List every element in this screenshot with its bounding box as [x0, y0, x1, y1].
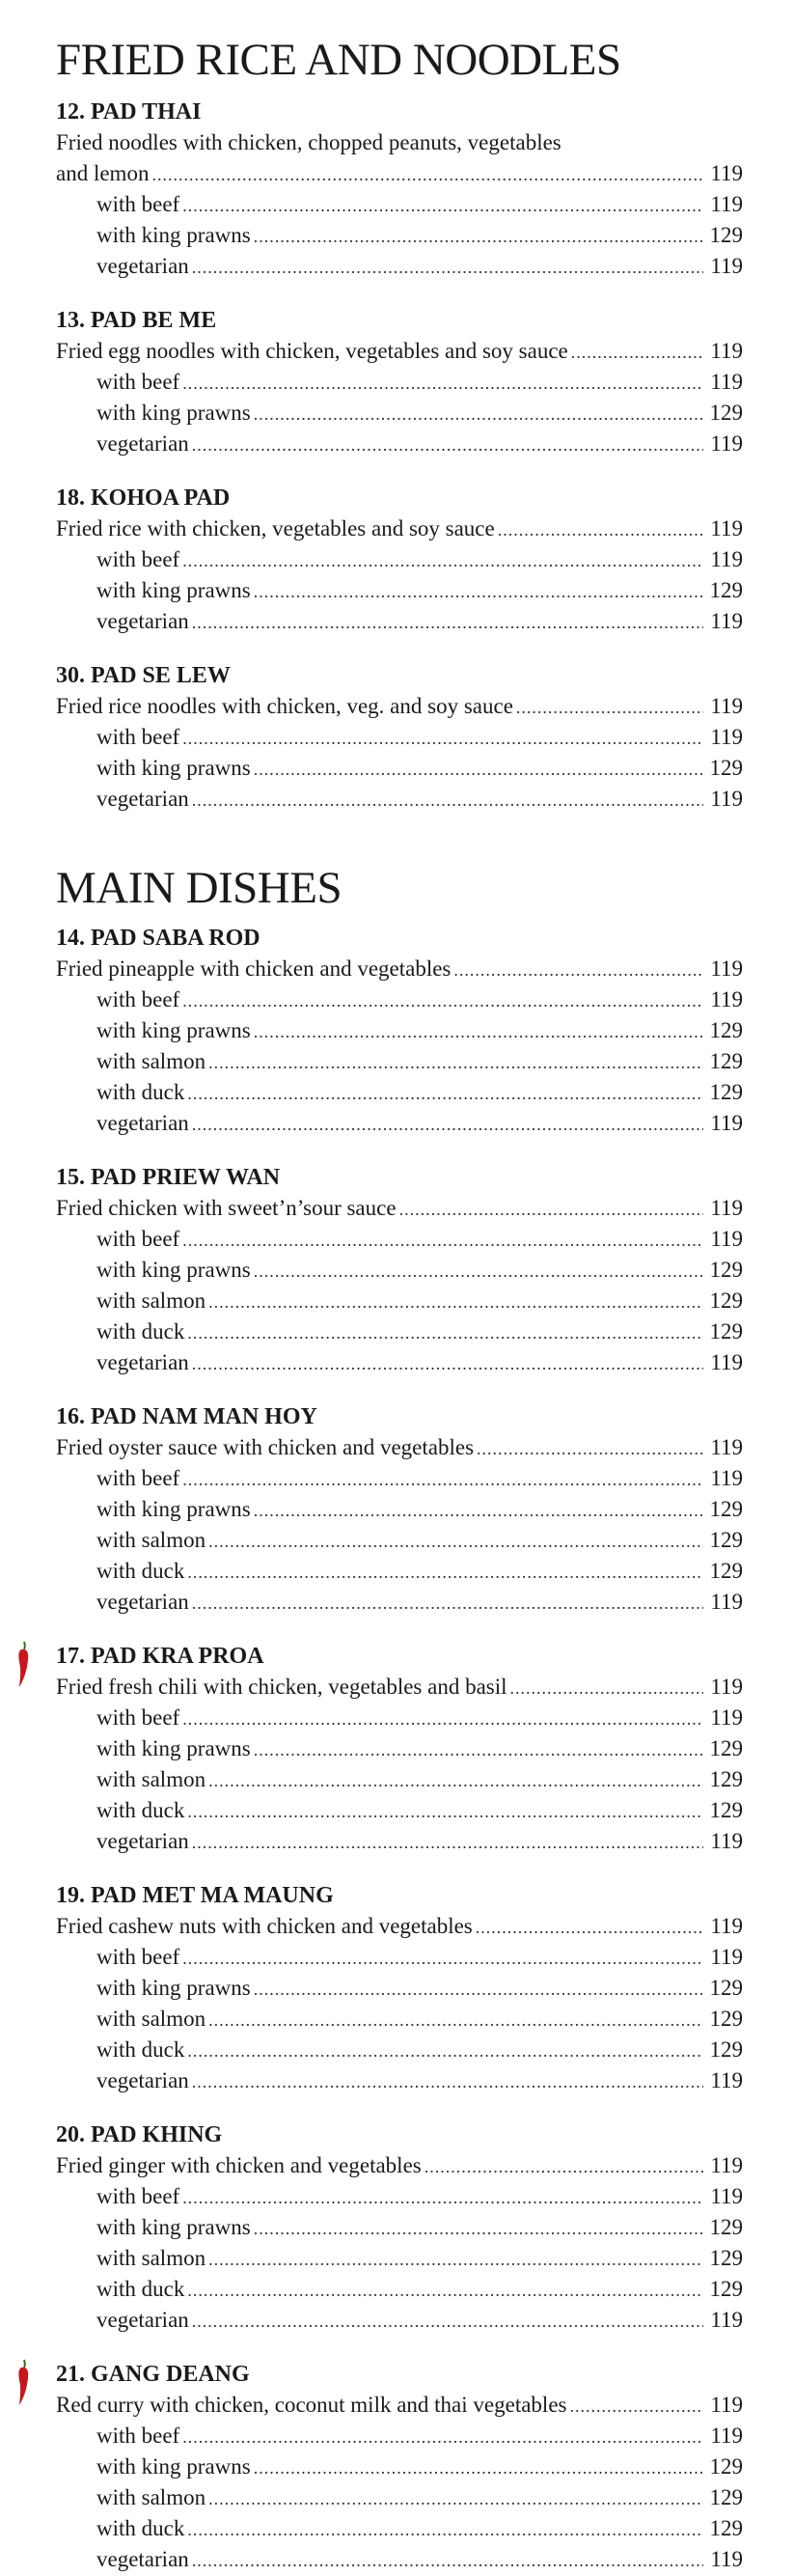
- dot-leader: [254, 1974, 703, 2005]
- dot-leader: [477, 1433, 703, 1464]
- menu-item: [56, 1880, 794, 2096]
- item-label: with salmon: [96, 1049, 206, 1073]
- item-price: 119: [710, 1111, 743, 1135]
- variant-line: [56, 2421, 743, 2451]
- item-price: 129: [709, 1736, 743, 1760]
- item-label: Fried rice noodles with chicken, veg. and soy sauce: [56, 694, 513, 718]
- variant-line: [56, 1733, 743, 1764]
- item-price: 119: [710, 1466, 743, 1490]
- variant-line: [56, 2181, 743, 2212]
- item-price: 119: [710, 787, 743, 811]
- item-label: with salmon: [96, 2485, 206, 2509]
- item-price: 119: [710, 1196, 743, 1220]
- dot-leader: [192, 1109, 703, 1140]
- dot-leader: [187, 2514, 703, 2545]
- item-label: Fried chicken with sweet’n’sour sauce: [56, 1196, 397, 1220]
- dot-leader: [192, 252, 703, 283]
- variant-line: [56, 1286, 743, 1316]
- item-price: 119: [710, 1675, 743, 1699]
- dot-leader: [192, 429, 703, 460]
- item-price: 119: [710, 1945, 743, 1969]
- item-label: vegetarian: [96, 1350, 189, 1374]
- item-label: with king prawns: [96, 1018, 251, 1042]
- item-label: with beef: [96, 2184, 180, 2208]
- item-price: 129: [709, 223, 743, 247]
- dot-leader: [254, 754, 703, 785]
- item-price: 119: [710, 2308, 743, 2332]
- item-label: with beef: [96, 1945, 180, 1969]
- variant-line: [56, 2544, 743, 2575]
- variant-line: [56, 2482, 743, 2513]
- dish-name: 16. PAD NAM MAN HOY: [56, 1404, 317, 1429]
- dot-leader: [192, 607, 703, 638]
- item-label: vegetarian: [96, 2308, 189, 2332]
- item-price: 129: [709, 2454, 743, 2479]
- item-price: 129: [709, 401, 743, 425]
- dot-leader: [182, 2182, 703, 2213]
- dot-leader: [182, 723, 703, 754]
- variant-line: [56, 2305, 743, 2336]
- variant-line: [56, 429, 743, 459]
- variant-line: [56, 1077, 743, 1108]
- item-label: with king prawns: [96, 1258, 251, 1282]
- dot-leader: [187, 1796, 703, 1827]
- item-label: with king prawns: [96, 1736, 251, 1760]
- dish-name: 15. PAD PRIEW WAN: [56, 1165, 281, 1190]
- dot-leader: [192, 1588, 703, 1619]
- variant-line: [56, 984, 743, 1015]
- dish-name: 14. PAD SABA ROD: [56, 926, 260, 951]
- menu-item: [56, 97, 794, 282]
- dot-leader: [208, 1047, 703, 1078]
- item-price: 129: [709, 2007, 743, 2031]
- variant-line: [56, 1525, 743, 1556]
- item-price: 119: [710, 1435, 743, 1459]
- item-price: 119: [710, 1350, 743, 1374]
- item-label: vegetarian: [96, 2068, 189, 2092]
- menu-item: [56, 1162, 794, 1378]
- variant-line: [56, 1587, 743, 1618]
- variant-line: [56, 1764, 743, 1795]
- item-label: with king prawns: [96, 2215, 251, 2239]
- dish-name: 18. KOHOA PAD: [56, 485, 231, 511]
- dot-leader: [254, 1016, 703, 1047]
- variant-line: [56, 2274, 743, 2305]
- item-label: with duck: [96, 1798, 185, 1822]
- item-label: with salmon: [96, 1288, 206, 1313]
- variant-line: [56, 367, 743, 398]
- dot-leader: [192, 1348, 703, 1379]
- variant-line: [56, 1108, 743, 1139]
- dot-leader: [192, 2066, 703, 2097]
- item-price: 129: [709, 1258, 743, 1282]
- item-label: with king prawns: [96, 1497, 251, 1521]
- dish-main-line: [56, 1193, 743, 1224]
- dish-main-line: [56, 2390, 743, 2421]
- chili-pepper-icon: [15, 1641, 33, 1689]
- item-price: 129: [709, 1049, 743, 1073]
- chili-pepper-icon: [15, 2359, 33, 2407]
- variant-line: [56, 1973, 743, 2004]
- section-fried-rice-noodles: [56, 0, 794, 815]
- dot-leader: [187, 1557, 703, 1588]
- dot-leader: [569, 2391, 703, 2422]
- dish-name: 20. PAD KHING: [56, 2122, 223, 2147]
- item-label: Fried cashew nuts with chicken and vegetables: [56, 1914, 473, 1938]
- item-label: with beef: [96, 2424, 180, 2448]
- item-label: with salmon: [96, 1767, 206, 1791]
- dish-main-line: [56, 954, 743, 984]
- variant-line: [56, 251, 743, 282]
- section-title: FRIED RICE AND NOODLES: [56, 35, 621, 85]
- item-price: 119: [710, 1914, 743, 1938]
- dish-main-line: [56, 1672, 743, 1703]
- dish-main-line: [56, 158, 743, 189]
- variant-line: [56, 1015, 743, 1046]
- menu-item: [56, 1641, 794, 1857]
- dot-leader: [192, 785, 703, 816]
- item-label: Fried rice with chicken, vegetables and soy sauce: [56, 516, 495, 540]
- variant-line: [56, 2004, 743, 2035]
- dish-name: 12. PAD THAI: [56, 99, 202, 125]
- item-price: 119: [710, 192, 743, 216]
- item-label: Fried pineapple with chicken and vegetables: [56, 956, 452, 981]
- item-price: 119: [710, 694, 743, 718]
- item-label: with beef: [96, 725, 180, 749]
- variant-line: [56, 2065, 743, 2096]
- item-label: with salmon: [96, 1528, 206, 1552]
- item-price: 119: [710, 1227, 743, 1251]
- dot-leader: [187, 2275, 703, 2306]
- dot-leader: [254, 399, 703, 429]
- dot-leader: [254, 576, 703, 607]
- item-label: vegetarian: [96, 787, 189, 811]
- variant-line: [56, 2513, 743, 2544]
- dot-leader: [208, 2244, 703, 2275]
- dot-leader: [254, 1256, 703, 1287]
- dot-leader: [498, 514, 703, 545]
- dish-list: [56, 97, 794, 815]
- item-price: 129: [709, 1559, 743, 1583]
- variant-line: [56, 1795, 743, 1826]
- variant-line: [56, 1046, 743, 1077]
- dish-name: 19. PAD MET MA MAUNG: [56, 1883, 334, 1908]
- menu-item: [56, 483, 794, 637]
- dot-leader: [208, 1526, 703, 1557]
- dish-list: [56, 923, 794, 2575]
- dot-leader: [254, 2213, 703, 2244]
- dish-description: Fried noodles with chicken, chopped peanuts, vegetables: [56, 130, 561, 154]
- item-label: with duck: [96, 1080, 185, 1104]
- dot-leader: [182, 190, 703, 221]
- item-label: with beef: [96, 1227, 180, 1251]
- dot-leader: [208, 1765, 703, 1796]
- dot-leader: [453, 955, 703, 985]
- item-label: with duck: [96, 2277, 185, 2301]
- item-label: with duck: [96, 1559, 185, 1583]
- item-price: 129: [709, 578, 743, 602]
- variant-line: [56, 606, 743, 637]
- item-price: 119: [710, 254, 743, 278]
- dish-main-line: [56, 336, 743, 367]
- variant-line: [56, 784, 743, 815]
- item-price: 119: [710, 2153, 743, 2177]
- item-label: Fried ginger with chicken and vegetables: [56, 2153, 422, 2177]
- dot-leader: [182, 985, 703, 1016]
- dot-leader: [476, 1912, 703, 1943]
- dot-leader: [510, 1673, 703, 1703]
- item-label: Fried egg noodles with chicken, vegetables and soy sauce: [56, 339, 568, 363]
- dish-main-line: [56, 2150, 743, 2181]
- dot-leader: [254, 2452, 703, 2483]
- dot-leader: [187, 1317, 703, 1348]
- variant-line: [56, 398, 743, 429]
- dish-name: 21. GANG DEANG: [56, 2362, 250, 2387]
- item-label: with beef: [96, 987, 180, 1011]
- item-price: 129: [709, 1798, 743, 1822]
- item-price: 129: [709, 1018, 743, 1042]
- item-label: vegetarian: [96, 254, 189, 278]
- variant-line: [56, 1826, 743, 1857]
- variant-line: [56, 722, 743, 753]
- variant-line: [56, 1316, 743, 1347]
- item-price: 119: [710, 2068, 743, 2092]
- item-label: with beef: [96, 192, 180, 216]
- section-title: MAIN DISHES: [56, 863, 342, 913]
- dish-name: 17. PAD KRA PROA: [56, 1644, 264, 1669]
- item-label: with salmon: [96, 2246, 206, 2270]
- dot-leader: [424, 2151, 703, 2182]
- item-price: 129: [709, 2516, 743, 2540]
- item-price: 119: [710, 431, 743, 456]
- item-price: 119: [710, 2393, 743, 2417]
- dot-leader: [182, 1943, 703, 1974]
- dot-leader: [208, 2005, 703, 2036]
- dish-main-line: [56, 513, 743, 544]
- item-price: 119: [710, 1705, 743, 1730]
- item-label: vegetarian: [96, 609, 189, 633]
- item-price: 119: [710, 609, 743, 633]
- item-label: with salmon: [96, 2007, 206, 2031]
- item-label: with king prawns: [96, 2454, 251, 2479]
- item-label: vegetarian: [96, 1590, 189, 1614]
- variant-line: [56, 1494, 743, 1525]
- item-label: with duck: [96, 2037, 185, 2062]
- item-price: 119: [710, 956, 743, 981]
- item-price: 129: [709, 2485, 743, 2509]
- variant-line: [56, 1463, 743, 1494]
- dot-leader: [192, 2545, 703, 2576]
- variant-line: [56, 753, 743, 784]
- item-label: with king prawns: [96, 1976, 251, 2000]
- dish-main-line: [56, 691, 743, 722]
- item-price: 129: [709, 1080, 743, 1104]
- dot-leader: [182, 2422, 703, 2452]
- menu-item: [56, 305, 794, 459]
- dot-leader: [208, 1287, 703, 1317]
- item-price: 129: [709, 1319, 743, 1343]
- menu-item: [56, 2119, 794, 2336]
- item-label: with beef: [96, 370, 180, 394]
- item-price: 119: [710, 2184, 743, 2208]
- item-price: 129: [709, 756, 743, 780]
- dish-name: 30. PAD SE LEW: [56, 663, 231, 688]
- item-label: Fried oyster sauce with chicken and vegetables: [56, 1435, 475, 1459]
- dot-leader: [182, 545, 703, 576]
- item-price: 129: [709, 1767, 743, 1791]
- item-price: 119: [710, 987, 743, 1011]
- dot-leader: [192, 2306, 703, 2337]
- dot-leader: [208, 2483, 703, 2514]
- variant-line: [56, 1556, 743, 1587]
- menu-item: [56, 660, 794, 815]
- item-label: with king prawns: [96, 401, 251, 425]
- variant-line: [56, 1224, 743, 1255]
- variant-line: [56, 189, 743, 220]
- item-label: with beef: [96, 1466, 180, 1490]
- dot-leader: [182, 1225, 703, 1256]
- variant-line: [56, 544, 743, 575]
- variant-line: [56, 1255, 743, 1286]
- item-price: 129: [709, 1528, 743, 1552]
- item-label: vegetarian: [96, 2547, 189, 2571]
- dot-leader: [399, 1194, 703, 1225]
- item-price: 129: [709, 1497, 743, 1521]
- dot-leader: [187, 2036, 703, 2066]
- item-label: with duck: [96, 1319, 185, 1343]
- variant-line: [56, 2451, 743, 2482]
- dot-leader: [254, 221, 703, 252]
- item-label: Red curry with chicken, coconut milk and thai vegetables: [56, 2393, 567, 2417]
- item-label: with beef: [96, 1705, 180, 1730]
- dot-leader: [516, 692, 703, 723]
- item-price: 119: [710, 547, 743, 571]
- dot-leader: [187, 1078, 703, 1109]
- item-price: 129: [709, 1976, 743, 2000]
- dot-leader: [182, 368, 703, 399]
- variant-line: [56, 2212, 743, 2243]
- variant-line: [56, 1347, 743, 1378]
- item-price: 129: [709, 2037, 743, 2062]
- item-price: 129: [709, 2246, 743, 2270]
- variant-line: [56, 2243, 743, 2274]
- variant-line: [56, 575, 743, 606]
- dot-leader: [151, 159, 703, 190]
- dish-main-line: [56, 1432, 743, 1463]
- item-price: 129: [709, 2277, 743, 2301]
- variant-line: [56, 1942, 743, 1973]
- dot-leader: [192, 1827, 703, 1858]
- item-price: 119: [710, 370, 743, 394]
- item-label: with duck: [96, 2516, 185, 2540]
- item-price: 129: [709, 1288, 743, 1313]
- item-price: 119: [710, 161, 743, 185]
- dot-leader: [254, 1495, 703, 1526]
- item-label: with king prawns: [96, 578, 251, 602]
- item-price: 119: [710, 2424, 743, 2448]
- menu-item: [56, 2359, 794, 2575]
- item-price: 119: [710, 2547, 743, 2571]
- item-label: with king prawns: [96, 756, 251, 780]
- item-label: and lemon: [56, 161, 150, 185]
- variant-line: [56, 220, 743, 251]
- variant-line: [56, 1703, 743, 1733]
- dot-leader: [182, 1703, 703, 1734]
- dot-leader: [571, 337, 703, 368]
- menu-item: [56, 923, 794, 1139]
- dish-main-line: [56, 1911, 743, 1942]
- item-price: 119: [710, 516, 743, 540]
- item-price: 119: [710, 725, 743, 749]
- variant-line: [56, 2035, 743, 2065]
- item-price: 119: [710, 1590, 743, 1614]
- item-label: vegetarian: [96, 1829, 189, 1853]
- dot-leader: [254, 1734, 703, 1765]
- dot-leader: [182, 1464, 703, 1495]
- item-price: 119: [710, 1829, 743, 1853]
- item-label: vegetarian: [96, 1111, 189, 1135]
- menu-item: [56, 1401, 794, 1618]
- item-label: with king prawns: [96, 223, 251, 247]
- item-price: 119: [710, 339, 743, 363]
- section-main-dishes: [56, 863, 794, 2575]
- item-price: 129: [709, 2215, 743, 2239]
- item-label: vegetarian: [96, 431, 189, 456]
- item-label: Fried fresh chili with chicken, vegetables and basil: [56, 1675, 507, 1699]
- item-label: with beef: [96, 547, 180, 571]
- dish-name: 13. PAD BE ME: [56, 308, 217, 333]
